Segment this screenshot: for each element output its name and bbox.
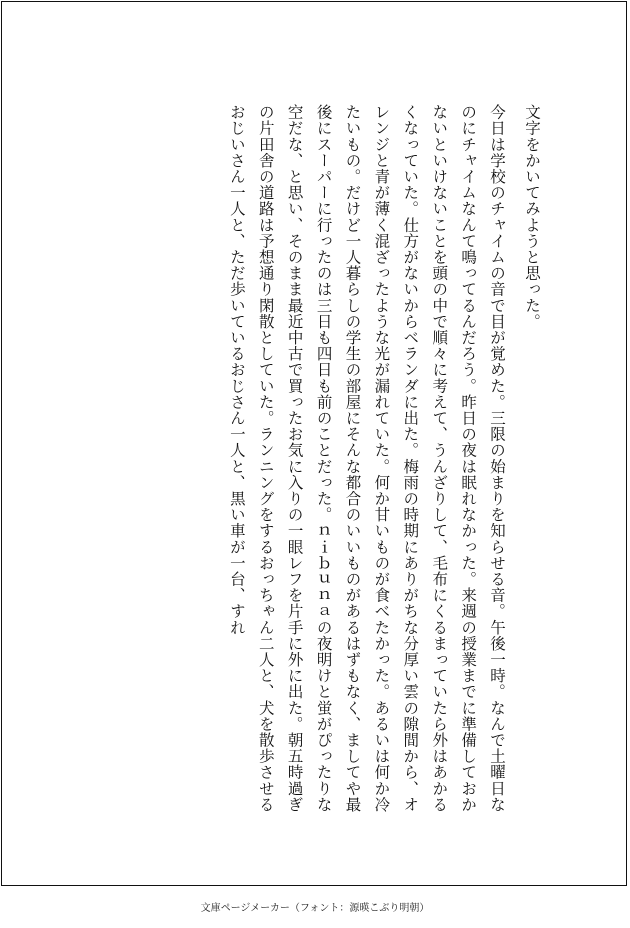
document-body [51,104,511,824]
footer-credit: 文庫ページメーカー（フォント：源暎こぶり明朝） [200,903,430,914]
book-page [1,1,627,886]
document-title: 文字をかいてみようと思った。 [523,104,541,330]
body-paragraph: 今日は学校のチャイムの音で目が覚めた。三限の始まりを知らせる音。午後一時。なんで土曜日なのにチャイムなんて鳴ってるんだろう。昨日の夜は眠れなかった。来週の授業までに準備しておかないといけないことを頭の中で順々に考えて、うんざりして、毛布にくるまっていたら外はあかるくなっていた。仕方がないからベランダに出た。梅雨の時期にありがちな分厚い雲の隙間から、オレンジと青が薄く混ざったような光が漏れていた。何か甘いものが食べたかった。あるいは何か冷たいもの。だけど一人暮らしの学生の部屋にそんな都合のいいものがあるはずもなく、ましてや最後にスーパーに行ったのは三日も四日も前のことだった。ｎｉｂｕｎａの夜明けと蛍がぴったりな空だな、と思い、そのまま最近中古で買ったお気に入りの一眼レフを片手に外に出た。朝五時過ぎの片田舎の道路は予想通り閑散としていた。ランニングをするおっちゃん二人と、犬を散歩させるおじいさん一人と、ただ歩いているおじさん一人と、黒い車が一台、すれ [227,104,506,813]
